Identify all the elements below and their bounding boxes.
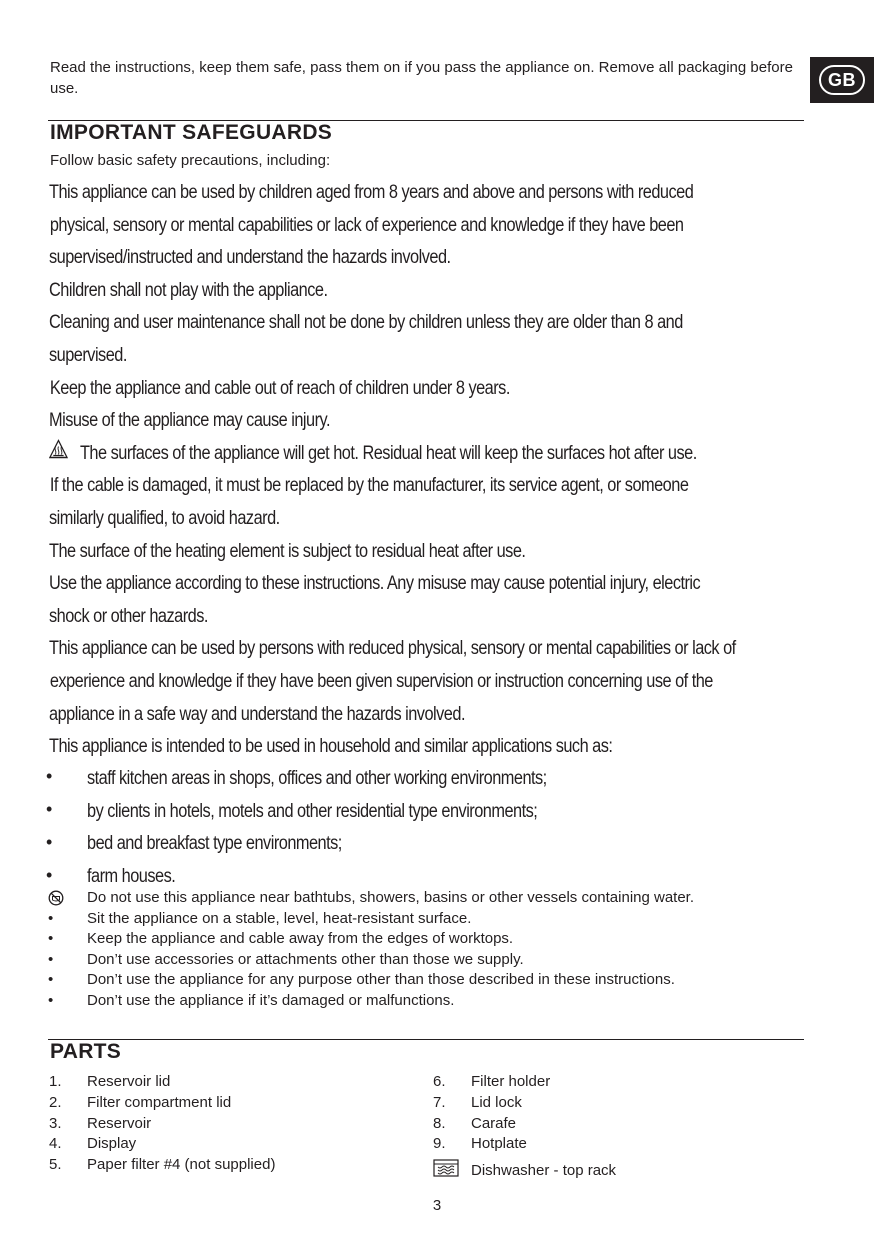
bullet: • bbox=[48, 991, 54, 1009]
part-item bbox=[433, 1072, 616, 1093]
safeguard-line: Misuse of the appliance may cause injury. bbox=[49, 410, 330, 432]
rule-text: Sit the appliance on a stable, level, heat-resistant surface. bbox=[87, 909, 472, 927]
rule-item bbox=[48, 929, 808, 950]
part-label: Lid lock bbox=[471, 1093, 522, 1111]
page-number: 3 bbox=[432, 1197, 442, 1214]
part-label: Reservoir bbox=[87, 1114, 152, 1132]
part-item bbox=[433, 1114, 616, 1135]
safeguard-line: The surface of the heating element is subject to residual heat after use. bbox=[49, 540, 526, 562]
water-warning-text: Do not use this appliance near bathtubs, showers, basins or other vessels containing water. bbox=[87, 889, 695, 906]
part-number: 9. bbox=[433, 1135, 446, 1153]
safeguards-heading: IMPORTANT SAFEGUARDS bbox=[50, 121, 333, 144]
part-number: 3. bbox=[49, 1114, 62, 1132]
safeguard-line: physical, sensory or mental capabilities or lack of experience and knowledge if they have been bbox=[49, 214, 684, 236]
language-tab bbox=[810, 57, 874, 103]
part-number: 7. bbox=[433, 1093, 446, 1111]
hot-surface-warning bbox=[49, 438, 711, 471]
parts-list-right bbox=[433, 1072, 616, 1184]
safeguards-subheading: Follow basic safety precautions, including: bbox=[50, 152, 331, 169]
safeguard-line: experience and knowledge if they have been given supervision or instruction concerning use of the bbox=[49, 670, 713, 692]
rule-text: Don’t use accessories or attachments other than those we supply. bbox=[87, 950, 524, 968]
part-item bbox=[49, 1155, 275, 1176]
safeguard-line: shock or other hazards. bbox=[49, 605, 208, 627]
bullet: • bbox=[46, 865, 53, 885]
part-number: 5. bbox=[49, 1156, 62, 1174]
safeguard-line: appliance in a safe way and understand the hazards involved. bbox=[49, 703, 465, 725]
bullet: • bbox=[46, 766, 53, 786]
rule-item bbox=[48, 909, 808, 930]
rule-item bbox=[48, 970, 808, 991]
water-warning bbox=[48, 888, 808, 909]
part-label: Carafe bbox=[471, 1114, 517, 1132]
part-item bbox=[49, 1072, 275, 1093]
bullet: • bbox=[48, 971, 54, 989]
safeguard-line: supervised. bbox=[49, 344, 127, 366]
rule-item bbox=[48, 991, 808, 1012]
applications-list bbox=[87, 763, 706, 893]
part-item bbox=[433, 1134, 616, 1155]
safeguard-line: If the cable is damaged, it must be replaced by the manufacturer, its service agent, or someone bbox=[49, 475, 689, 497]
language-tab-label: GB bbox=[819, 65, 865, 95]
bullet: • bbox=[48, 909, 54, 927]
part-number: 2. bbox=[49, 1093, 62, 1111]
safeguard-line: The surfaces of the appliance will get hot. Residual heat will keep the surfaces hot after use. bbox=[79, 442, 697, 464]
application-item: by clients in hotels, motels and other residential type environments; bbox=[87, 800, 538, 822]
part-item bbox=[433, 1093, 616, 1114]
safeguard-line: Use the appliance according to these instructions. Any misuse may cause potential injury, electric bbox=[49, 573, 701, 595]
dishwasher-label: Dishwasher - top rack bbox=[471, 1162, 617, 1180]
parts-list-left bbox=[49, 1072, 275, 1176]
rule-text: Keep the appliance and cable away from the edges of worktops. bbox=[87, 930, 514, 948]
hot-surface-warning-icon bbox=[49, 438, 80, 471]
intro-text: Read the instructions, keep them safe, pass them on if you pass the appliance on. Remove all packaging before use. bbox=[50, 59, 793, 97]
application-item: bed and breakfast type environments; bbox=[87, 833, 342, 855]
part-number: 4. bbox=[49, 1135, 62, 1153]
bullet: • bbox=[46, 832, 53, 852]
safeguards-text bbox=[49, 177, 736, 764]
part-label: Reservoir lid bbox=[87, 1073, 171, 1090]
no-water-icon bbox=[48, 888, 87, 909]
bullet: • bbox=[48, 930, 54, 948]
part-item bbox=[49, 1134, 275, 1155]
safeguard-line: similarly qualified, to avoid hazard. bbox=[49, 507, 280, 529]
section-divider bbox=[48, 1039, 804, 1040]
safeguard-line: This appliance is intended to be used in household and similar applications such as: bbox=[49, 736, 613, 758]
part-item bbox=[49, 1114, 275, 1135]
part-label: Hotplate bbox=[471, 1135, 527, 1153]
dishwasher-icon bbox=[433, 1159, 471, 1184]
safeguard-line: This appliance can be used by children aged from 8 years and above and persons with reduced bbox=[49, 182, 694, 203]
application-item: staff kitchen areas in shops, offices and other working environments; bbox=[87, 768, 547, 789]
safeguard-line: Children shall not play with the appliance. bbox=[49, 279, 328, 301]
part-number: 1. bbox=[49, 1073, 62, 1090]
rule-item bbox=[48, 950, 808, 971]
dishwasher-item bbox=[433, 1159, 616, 1184]
rules-list bbox=[48, 888, 808, 1012]
safeguard-line: Keep the appliance and cable out of reach of children under 8 years. bbox=[49, 377, 510, 399]
part-label: Filter compartment lid bbox=[87, 1093, 232, 1111]
safeguard-line: Cleaning and user maintenance shall not be done by children unless they are older than 8 and bbox=[49, 312, 683, 334]
part-label: Display bbox=[87, 1135, 137, 1153]
part-label: Paper filter #4 (not supplied) bbox=[87, 1156, 276, 1174]
bullet: • bbox=[46, 799, 53, 819]
safeguard-line: This appliance can be used by persons with reduced physical, sensory or mental capabilities or lack of bbox=[49, 638, 736, 660]
part-item bbox=[49, 1093, 275, 1114]
part-number: 6. bbox=[433, 1073, 446, 1090]
rule-text: Don’t use the appliance if it’s damaged or malfunctions. bbox=[87, 991, 455, 1009]
part-number: 8. bbox=[433, 1114, 446, 1132]
part-label: Filter holder bbox=[471, 1073, 551, 1090]
rule-text: Don’t use the appliance for any purpose other than those described in these instructions. bbox=[87, 971, 675, 989]
application-item: farm houses. bbox=[87, 865, 176, 887]
bullet: • bbox=[48, 950, 54, 968]
safeguard-line: supervised/instructed and understand the hazards involved. bbox=[49, 247, 451, 269]
parts-heading: PARTS bbox=[50, 1040, 122, 1063]
